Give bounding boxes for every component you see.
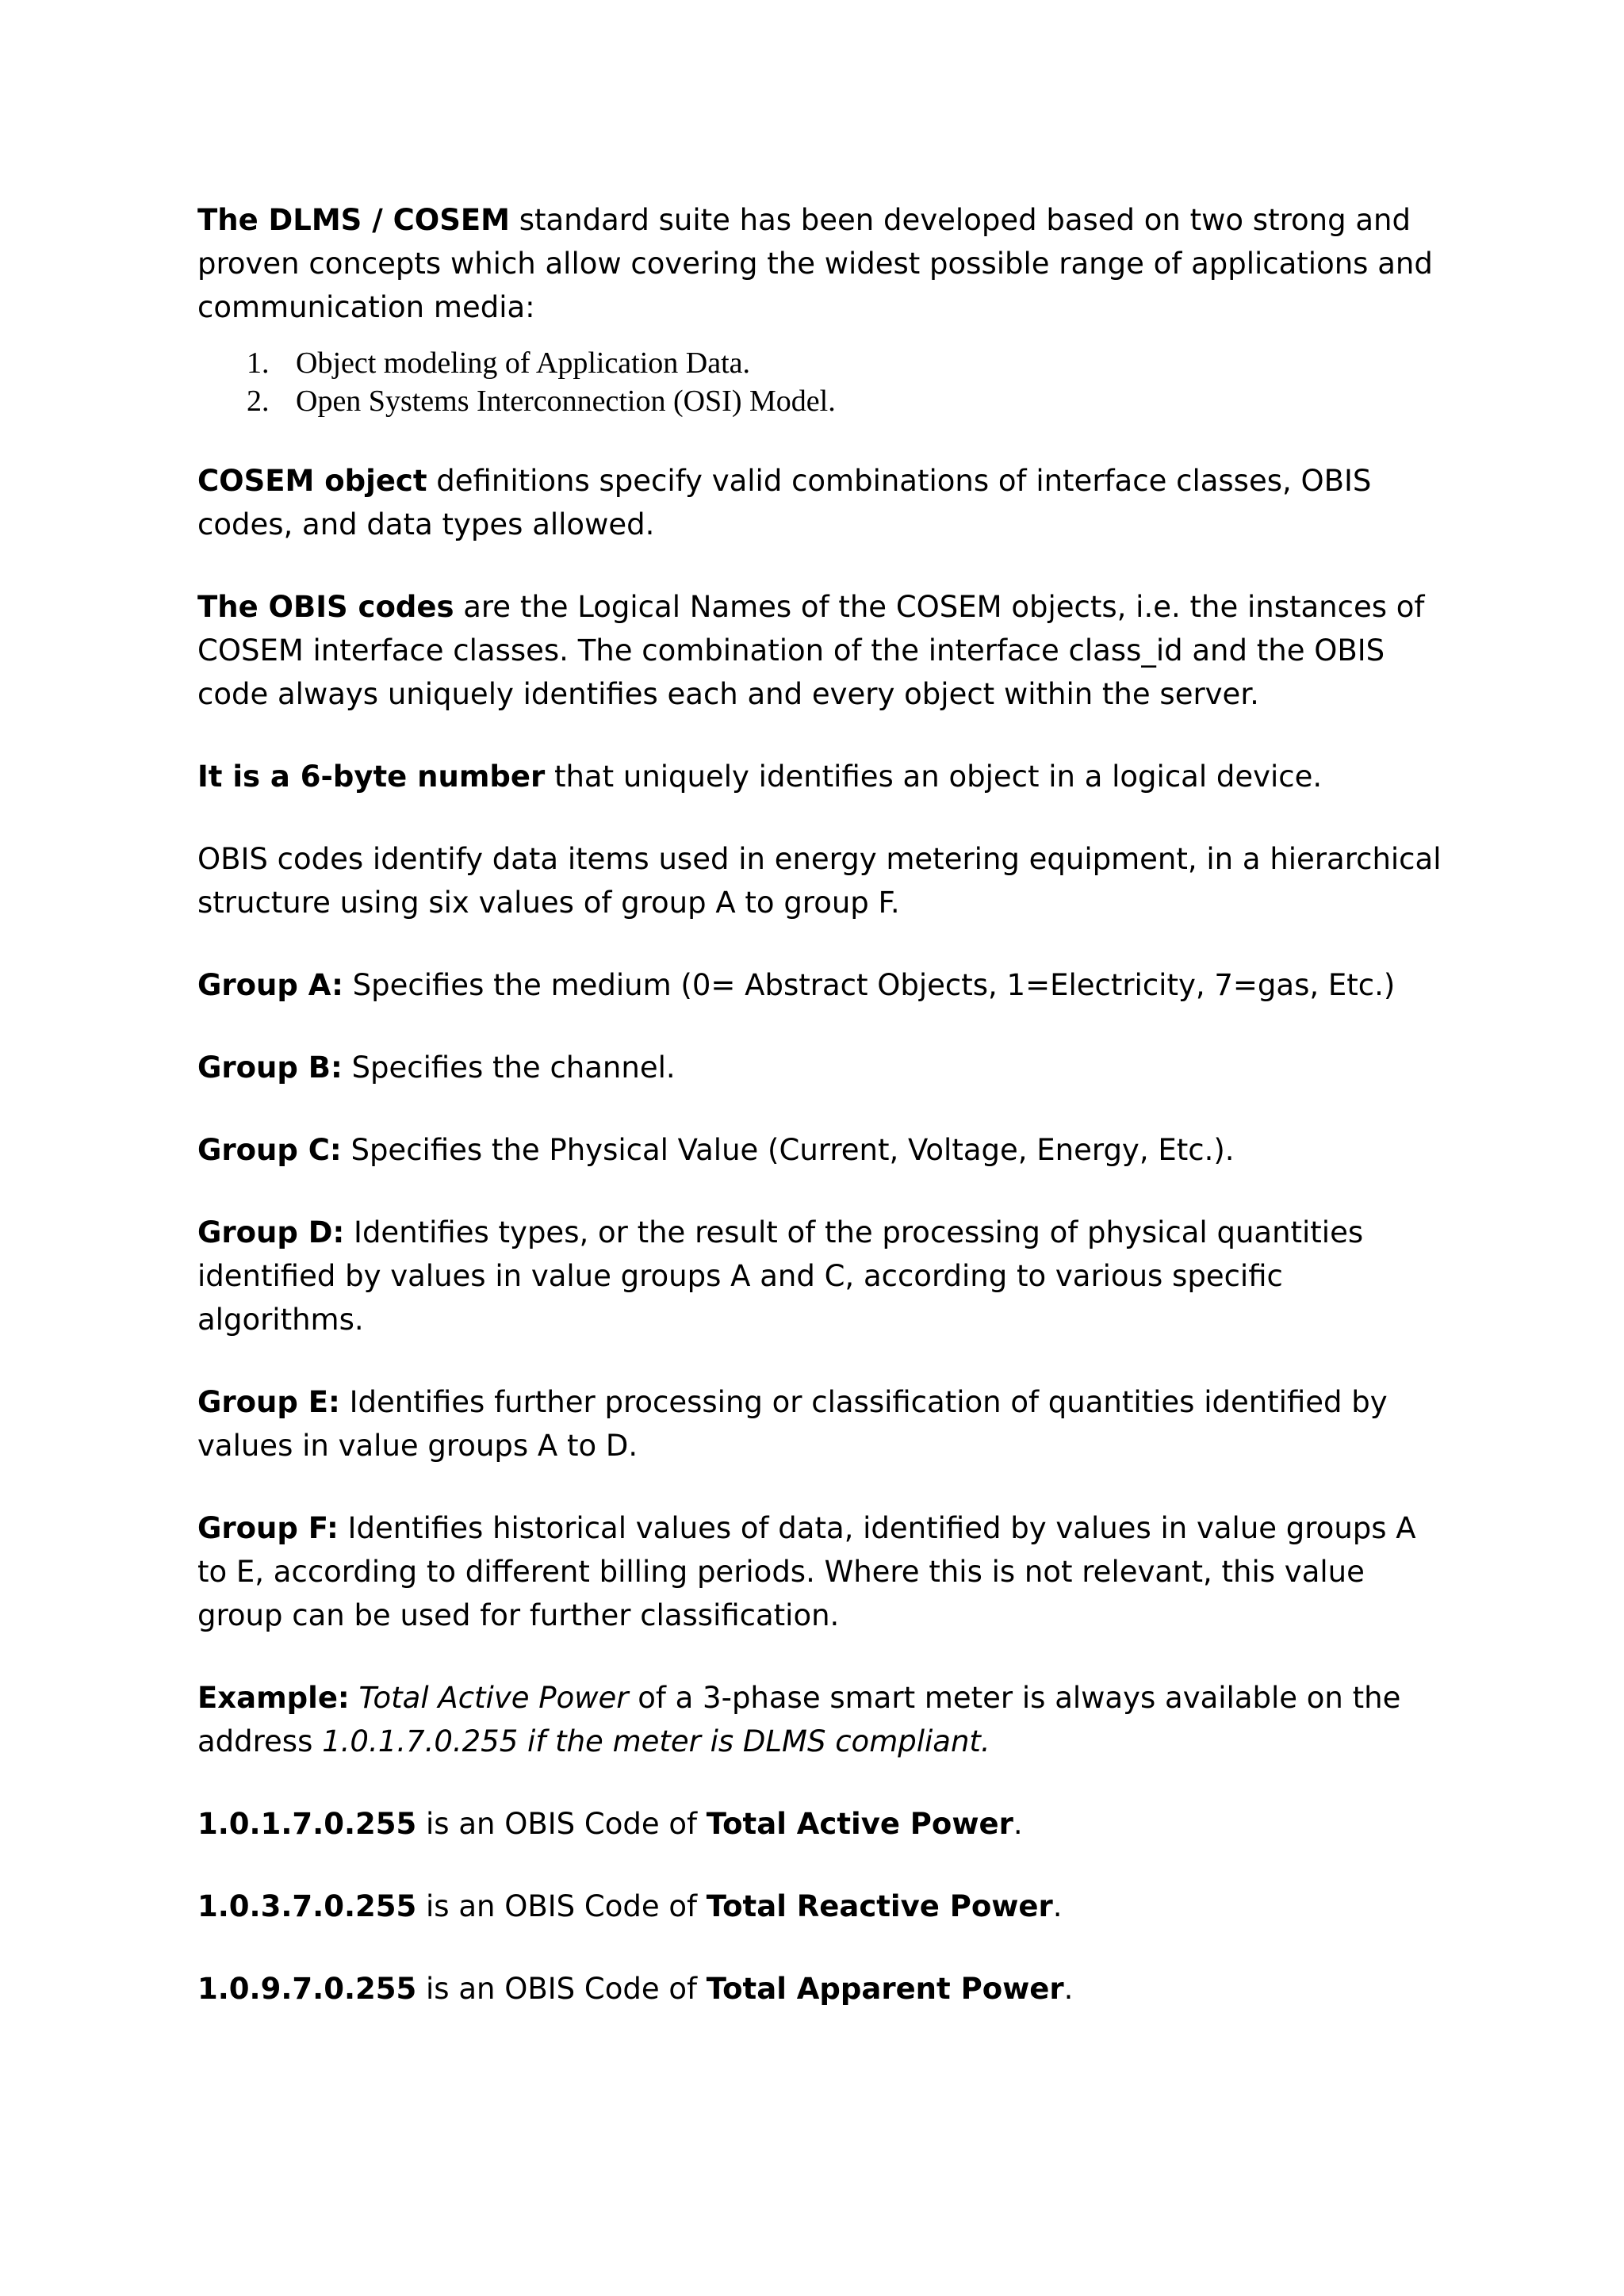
concepts-list — [197, 344, 1450, 420]
obis-code-end: . — [1013, 1807, 1023, 1841]
group-text: Specifies the medium (0= Abstract Objects, 1=Electricity, 7=gas, Etc.) — [343, 968, 1396, 1002]
obis-code-mid: is an OBIS Code of — [416, 1889, 707, 1923]
obis-code-end: . — [1063, 1972, 1074, 2006]
obis-codes-lead: The OBIS codes — [197, 590, 454, 624]
list-item-number: 1. — [247, 346, 270, 380]
group-label: Group A: — [197, 968, 343, 1002]
obis-code-name: Total Apparent Power — [706, 1972, 1064, 2006]
cosem-object-lead: COSEM object — [197, 464, 427, 498]
six-byte-paragraph — [197, 755, 1450, 798]
group-text: Identifies types, or the result of the processing of physical quantities identified by values in value groups A and C, according to various specific algorithms. — [197, 1215, 1364, 1337]
group-a-paragraph — [197, 963, 1450, 1007]
list-item-text: Open Systems Interconnection (OSI) Model. — [296, 385, 836, 418]
list-item-number: 2. — [247, 385, 270, 418]
obis-code-mid: is an OBIS Code of — [416, 1807, 707, 1841]
obis-code: 1.0.1.7.0.255 — [197, 1807, 417, 1841]
obis-hierarchy-text: OBIS codes identify data items used in energy metering equipment, in a hierarchical structure using six values of group A to group F. — [197, 842, 1442, 920]
group-e-paragraph — [197, 1380, 1450, 1468]
obis-code-line-apparent — [197, 1967, 1450, 2011]
document-body — [197, 198, 1450, 2049]
obis-code-line-reactive — [197, 1885, 1450, 1928]
six-byte-lead: It is a 6-byte number — [197, 760, 546, 794]
group-b-paragraph — [197, 1046, 1450, 1089]
example-paragraph — [197, 1676, 1450, 1763]
obis-code-line-active — [197, 1802, 1450, 1846]
group-text: Specifies the channel. — [342, 1050, 676, 1085]
example-subject: Total Active Power — [358, 1681, 629, 1715]
group-label: Group D: — [197, 1215, 345, 1249]
intro-lead: The DLMS / COSEM — [197, 203, 510, 237]
group-f-paragraph — [197, 1506, 1450, 1637]
obis-hierarchy-paragraph — [197, 837, 1450, 924]
group-label: Group B: — [197, 1050, 343, 1085]
obis-code: 1.0.9.7.0.255 — [197, 1972, 417, 2006]
group-text: Identifies further processing or classification of quantities identified by values in value groups A to D. — [197, 1385, 1388, 1463]
six-byte-text: that uniquely identifies an object in a logical device. — [545, 760, 1323, 794]
intro-text: standard suite has been developed based on two strong and proven concepts which allow covering the widest possible range of applications and communication media: — [197, 203, 1433, 324]
example-label: Example: — [197, 1681, 350, 1715]
obis-codes-paragraph — [197, 585, 1450, 716]
obis-code-end: . — [1052, 1889, 1063, 1923]
cosem-object-text: definitions specify valid combinations of interface classes, OBIS codes, and data types allowed. — [197, 464, 1372, 541]
group-label: Group F: — [197, 1511, 339, 1545]
example-address: 1.0.1.7.0.255 if the meter is DLMS compliant. — [322, 1724, 990, 1758]
obis-code: 1.0.3.7.0.255 — [197, 1889, 417, 1923]
group-label: Group E: — [197, 1385, 340, 1419]
group-c-paragraph — [197, 1128, 1450, 1172]
group-label: Group C: — [197, 1133, 342, 1167]
example-middle: of a 3-phase smart meter is always available on the address — [197, 1681, 1401, 1758]
obis-codes-text: are the Logical Names of the COSEM objects, i.e. the instances of COSEM interface classes. The combination of the interface class_id and the OBIS code always uniquely identifies each and every object within the server. — [197, 590, 1425, 711]
list-item-text: Object modeling of Application Data. — [296, 346, 751, 380]
group-text: Identifies historical values of data, identified by values in value groups A to E, according to different billing periods. Where this is not relevant, this value group can be used for further classification. — [197, 1511, 1416, 1632]
obis-code-name: Total Active Power — [706, 1807, 1013, 1841]
intro-paragraph — [197, 198, 1450, 329]
list-item — [197, 344, 1450, 382]
obis-code-mid: is an OBIS Code of — [416, 1972, 707, 2006]
cosem-object-paragraph — [197, 459, 1450, 546]
group-d-paragraph — [197, 1211, 1450, 1341]
group-text: Specifies the Physical Value (Current, Voltage, Energy, Etc.). — [341, 1133, 1235, 1167]
obis-code-name: Total Reactive Power — [706, 1889, 1053, 1923]
list-item — [197, 382, 1450, 420]
